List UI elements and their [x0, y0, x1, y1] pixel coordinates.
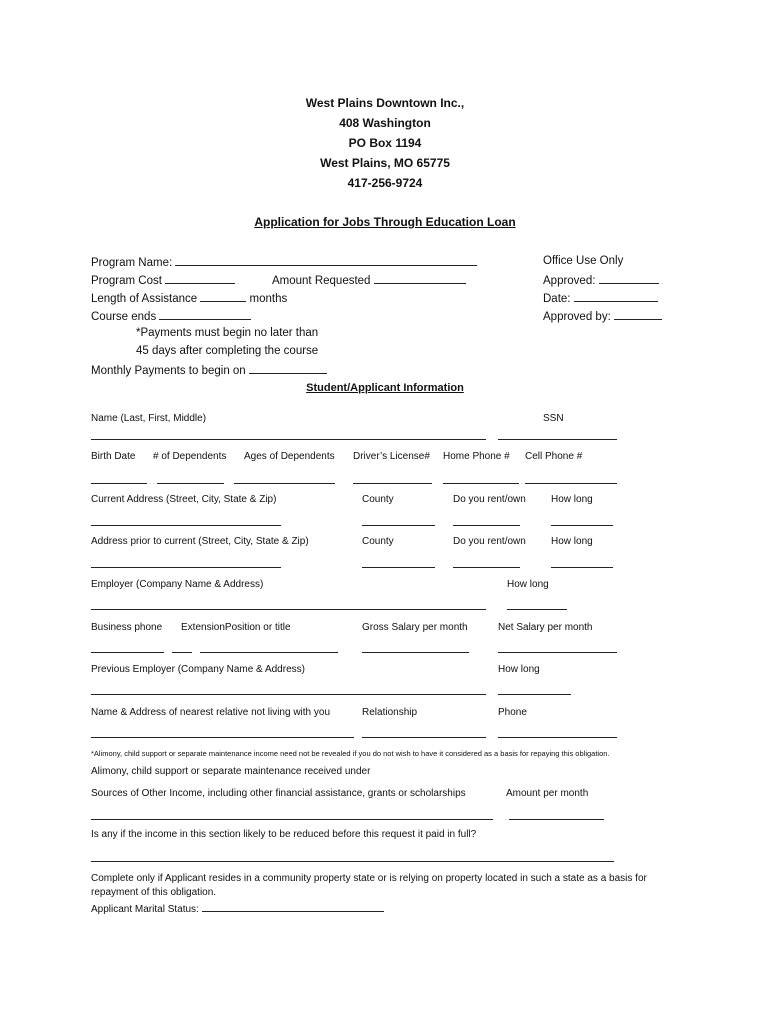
amount-requested-field[interactable] [374, 272, 466, 284]
business-phone-label: Business phone [91, 622, 163, 633]
previous-employer-field[interactable] [91, 694, 486, 695]
name-field[interactable] [91, 439, 486, 440]
employer-label: Employer (Company Name & Address) [91, 579, 264, 590]
drivers-license-label: Driver’s License# [353, 451, 430, 462]
length-assistance-field[interactable] [200, 290, 246, 302]
alimony-note: *Alimony, child support or separate maintenance income need not be revealed if you do not wish to have it considered as a basis for repaying this obligation. [91, 749, 610, 758]
previous-how-long-field[interactable] [498, 694, 571, 695]
form-title: Application for Jobs Through Education Loan [254, 215, 516, 229]
org-name: West Plains Downtown Inc., [305, 96, 465, 110]
dependents-label: # of Dependents [153, 451, 227, 462]
prior-county-label: County [362, 536, 394, 547]
approved-field[interactable] [599, 272, 659, 284]
birth-date-label: Birth Date [91, 451, 136, 462]
payment-note-line2: 45 days after completing the course [136, 345, 319, 357]
gross-salary-label: Gross Salary per month [362, 622, 468, 633]
prior-address-label: Address prior to current (Street, City, State & Zip) [91, 536, 309, 547]
approved-label: Approved: [543, 275, 596, 287]
net-salary-field[interactable] [498, 652, 617, 653]
county-field[interactable] [362, 525, 435, 526]
community-line2: repayment of this obligation. [91, 887, 217, 898]
program-cost-label: Program Cost [91, 275, 162, 287]
prior-rent-own-field[interactable] [453, 567, 520, 568]
ssn-field[interactable] [498, 439, 617, 440]
previous-employer-label: Previous Employer (Company Name & Address) [91, 664, 305, 675]
org-phone: 417-256-9724 [347, 176, 423, 190]
birth-date-field[interactable] [91, 483, 147, 484]
net-salary-label: Net Salary per month [498, 622, 593, 633]
other-income-label: Sources of Other Income, including other financial assistance, grants or scholarships [91, 788, 466, 799]
prior-address-field[interactable] [91, 567, 281, 568]
alimony-label: Alimony, child support or separate maintenance received under [91, 766, 371, 777]
org-city: West Plains, MO 65775 [320, 156, 450, 170]
office-date-field[interactable] [574, 290, 658, 302]
home-phone-label: Home Phone # [443, 451, 510, 462]
approved-by-field[interactable] [614, 308, 662, 320]
cell-phone-label: Cell Phone # [525, 451, 583, 462]
marital-status-label: Applicant Marital Status: [91, 904, 199, 915]
amount-requested-label: Amount Requested [272, 275, 371, 287]
course-ends-label: Course ends [91, 311, 157, 323]
prior-county-field[interactable] [362, 567, 435, 568]
monthly-payments-label: Monthly Payments to begin on [91, 365, 246, 377]
prior-how-long-label: How long [551, 536, 593, 547]
employer-how-long-field[interactable] [507, 609, 567, 610]
current-address-label: Current Address (Street, City, State & Zip) [91, 494, 277, 505]
other-income-field[interactable] [91, 819, 493, 820]
section-title: Student/Applicant Information [306, 382, 464, 394]
program-cost-field[interactable] [165, 272, 235, 284]
program-name-label: Program Name: [91, 257, 173, 269]
cell-phone-field[interactable] [525, 483, 617, 484]
program-name-field[interactable] [175, 254, 477, 266]
approved-by-label: Approved by: [543, 311, 611, 323]
community-line1: Complete only if Applicant resides in a community property state or is relying on property located in such a state as a basis for [91, 873, 647, 884]
how-long-label: How long [551, 494, 593, 505]
income-reduced-question: Is any if the income in this section likely to be reduced before this request it paid in full? [91, 829, 477, 840]
org-pobox: PO Box 1194 [348, 136, 422, 150]
relative-phone-label: Phone [498, 707, 527, 718]
current-address-field[interactable] [91, 525, 281, 526]
org-street: 408 Washington [339, 116, 431, 130]
relative-phone-field[interactable] [498, 737, 617, 738]
business-phone-field[interactable] [91, 652, 164, 653]
monthly-payments-field[interactable] [249, 362, 327, 374]
amount-per-month-field[interactable] [509, 819, 604, 820]
county-label: County [362, 494, 394, 505]
employer-how-long-label: How long [507, 579, 549, 590]
relationship-field[interactable] [362, 737, 486, 738]
relative-label: Name & Address of nearest relative not living with you [91, 707, 331, 718]
months-label: months [249, 293, 288, 305]
dependents-field[interactable] [157, 483, 224, 484]
previous-how-long-label: How long [498, 664, 540, 675]
position-field[interactable] [200, 652, 338, 653]
rent-own-field[interactable] [453, 525, 520, 526]
rent-own-label: Do you rent/own [453, 494, 526, 505]
ssn-label: SSN [543, 413, 564, 424]
office-use-title: Office Use Only [543, 255, 624, 267]
amount-per-month-label: Amount per month [506, 788, 589, 799]
prior-how-long-field[interactable] [551, 567, 613, 568]
marital-status-field[interactable] [202, 901, 384, 912]
prior-rent-own-label: Do you rent/own [453, 536, 526, 547]
course-ends-field[interactable] [159, 308, 251, 320]
drivers-license-field[interactable] [353, 483, 432, 484]
income-reduced-field[interactable] [91, 861, 614, 862]
length-assistance-label: Length of Assistance [91, 293, 198, 305]
extension-field[interactable] [172, 652, 192, 653]
name-label: Name (Last, First, Middle) [91, 413, 207, 424]
gross-salary-field[interactable] [362, 652, 469, 653]
ages-dependents-field[interactable] [234, 483, 335, 484]
relationship-label: Relationship [362, 707, 418, 718]
home-phone-field[interactable] [443, 483, 519, 484]
relative-field[interactable] [91, 737, 354, 738]
extension-position-label: ExtensionPosition or title [181, 622, 291, 633]
employer-field[interactable] [91, 609, 486, 610]
payment-note-line1: *Payments must begin no later than [136, 327, 319, 339]
office-date-label: Date: [543, 293, 571, 305]
ages-dependents-label: Ages of Dependents [244, 451, 335, 462]
how-long-field[interactable] [551, 525, 613, 526]
